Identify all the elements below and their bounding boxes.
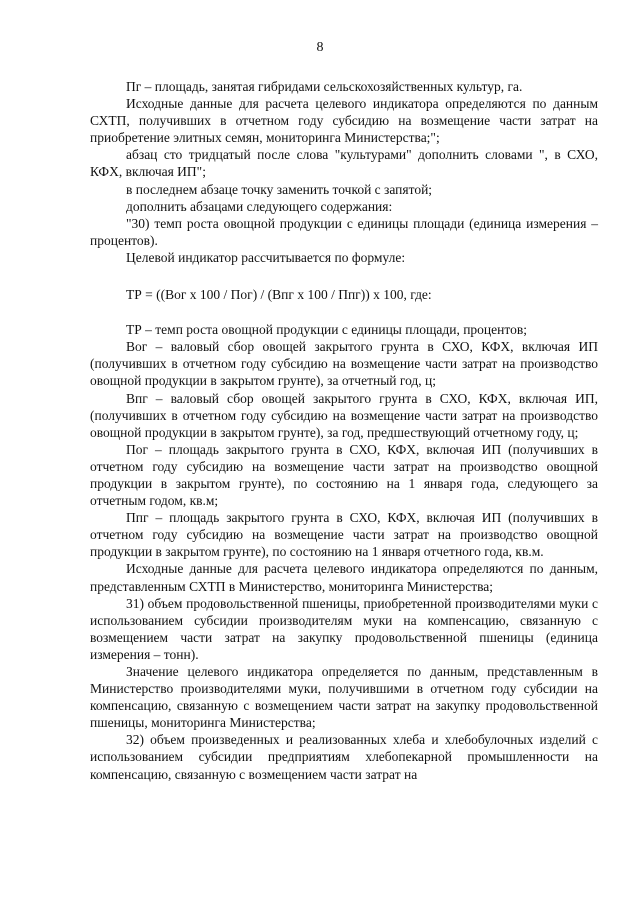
paragraph-source-data-seeds: Исходные данные для расчета целевого индикатора определяются по данным СХТП, получивших в отчетном году субсидию на возмещение части затрат на приобретение элитных семян, мониторинга Министерства;"; bbox=[90, 96, 598, 146]
paragraph-last-paragraph-change: в последнем абзаце точку заменить точкой с запятой; bbox=[126, 181, 433, 197]
document-body bbox=[90, 78, 598, 783]
paragraph-vpg-definition: Впг – валовый сбор овощей закрытого грунта в СХО, КФХ, включая ИП, (получивших в отчетном году субсидию на возмещение части затрат на производство овощной продукции в закрытом грунте), за год, предшествующий отчетному году, ц; bbox=[90, 390, 598, 440]
paragraph-item-31: 31) объем продовольственной пшеницы, приобретенной производителями муки с использованием субсидии производителям муки на компенсацию, связанную с возмещением части затрат на закупку продовольственной пшеницы (единица измерения – тонн). bbox=[90, 595, 598, 662]
paragraph-pog-definition: Пог – площадь закрытого грунта в СХО, КФХ, включая ИП (получивших в отчетном году субсидию на возмещение части затрат на производство овощной продукции в закрытом грунте), по состоянию на 1 января года, следующего за отчетным годом, кв.м; bbox=[90, 441, 598, 509]
paragraph-item-30: "30) темп роста овощной продукции с единицы площади (единица измерения – процентов). bbox=[90, 215, 598, 248]
paragraph-add-paragraphs: дополнить абзацами следующего содержания: bbox=[126, 198, 393, 214]
paragraph-tr-definition: ТР – темп роста овощной продукции с единицы площади, процентов; bbox=[126, 322, 527, 338]
spacer bbox=[90, 266, 598, 286]
formula-tr: ТР = ((Вог х 100 / Пог) / (Впг х 100 / Ппг)) х 100, где: bbox=[126, 287, 432, 303]
page-number: 8 bbox=[316, 40, 324, 55]
paragraph-formula-intro: Целевой индикатор рассчитывается по формуле: bbox=[126, 249, 406, 265]
paragraph-item-32: 32) объем произведенных и реализованных хлеба и хлебобулочных изделий с использованием субсидии предприятиям хлебопекарной промышленности на компенсацию, связанную с возмещением части затрат на bbox=[90, 732, 598, 782]
paragraph-vog-definition: Вог – валовый сбор овощей закрытого грунта в СХО, КФХ, включая ИП (получивших в отчетном году субсидию на возмещение части затрат на производство овощной продукции в закрытом грунте), за отчетный год, ц; bbox=[90, 339, 598, 389]
paragraph-source-data-vegetables: Исходные данные для расчета целевого индикатора определяются по данным, представленным СХТП в Министерство, мониторинга Министерства; bbox=[90, 561, 598, 594]
paragraph-pg-definition: Пг – площадь, занятая гибридами сельскохозяйственных культур, га. bbox=[126, 79, 523, 94]
spacer bbox=[90, 303, 598, 321]
paragraph-amendment-130: абзац сто тридцатый после слова "культурами" дополнить словами ", в СХО, КФХ, включая ИП"; bbox=[90, 147, 598, 180]
paragraph-ppg-definition: Ппг – площадь закрытого грунта в СХО, КФХ, включая ИП (получивших в отчетном году субсидию на возмещение части затрат на производство овощной продукции в закрытом грунте), по состоянию на 1 января отчетного года, кв.м. bbox=[90, 510, 598, 560]
paragraph-item-31-value: Значение целевого индикатора определяется по данным, представленным в Министерство производителями муки, получившими в отчетном году субсидии на компенсацию, связанную с возмещением части затрат на закупку продовольственной пшеницы, мониторинга Министерства; bbox=[90, 664, 598, 731]
